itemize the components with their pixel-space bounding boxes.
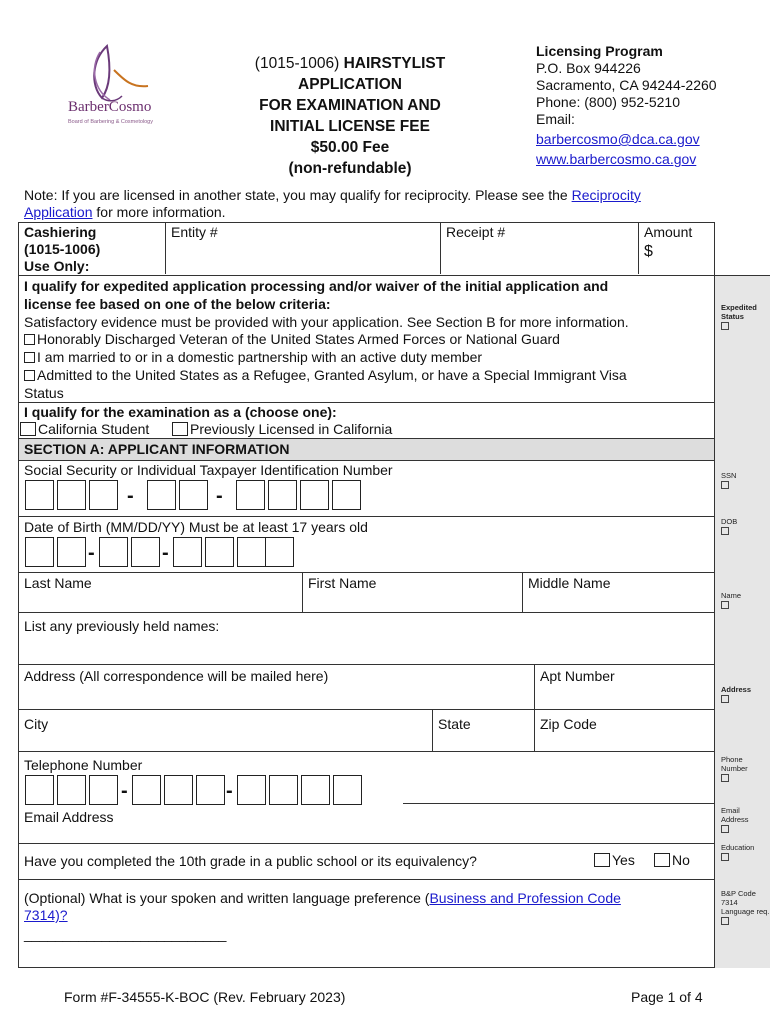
phone-digit[interactable] (132, 775, 161, 805)
sidebar-ssn: SSN (721, 471, 736, 489)
dob-separator: - (162, 542, 169, 564)
note-text: Note: If you are licensed in another state, you may qualify for reciprocity. Please see the (24, 187, 572, 203)
exam-heading: I qualify for the examination as a (choose one): (24, 404, 337, 420)
sidebar-name: Name (721, 591, 741, 609)
ssn-digit[interactable] (300, 480, 329, 510)
last-name-label: Last Name (24, 575, 92, 591)
phone-digit[interactable] (57, 775, 86, 805)
checkbox[interactable] (654, 853, 670, 867)
title-line-2: APPLICATION (298, 76, 402, 93)
title-line-3: FOR EXAMINATION AND (259, 97, 441, 114)
cashier-label-1: Cashiering (24, 224, 97, 240)
entity-label: Entity # (171, 224, 218, 240)
telephone-label: Telephone Number (24, 757, 143, 773)
sidebar-expedited-status: Expedited Status (721, 303, 757, 330)
dob-digit[interactable] (237, 537, 266, 567)
dob-label: Date of Birth (MM/DD/YY) Must be at least 17 years old (24, 519, 368, 535)
zip-code-label: Zip Code (540, 716, 597, 732)
section-a-header (19, 438, 714, 461)
phone-digit[interactable] (269, 775, 298, 805)
phone-separator: - (121, 780, 128, 802)
phone-digit[interactable] (164, 775, 193, 805)
contact-block (536, 43, 717, 168)
checkbox[interactable] (172, 422, 188, 436)
form-left-border (18, 222, 19, 968)
checkbox[interactable] (24, 352, 35, 363)
checkbox-icon[interactable] (721, 481, 729, 489)
address-label: Address (All correspondence will be mailed here) (24, 668, 329, 684)
sidebar-email: Email Address (721, 806, 749, 833)
dob-separator: - (88, 542, 95, 564)
checkbox-icon[interactable] (721, 825, 729, 833)
checkbox-icon[interactable] (721, 774, 729, 782)
reciprocity-link[interactable]: Reciprocity (571, 187, 641, 203)
checkbox-icon[interactable] (721, 527, 729, 535)
checkbox-icon[interactable] (721, 917, 729, 925)
ssn-digit[interactable] (332, 480, 361, 510)
contact-email-label: Email: (536, 111, 575, 127)
contact-city: Sacramento, CA 94244-2260 (536, 77, 717, 93)
section-a-title: SECTION A: APPLICANT INFORMATION (24, 441, 290, 457)
ssn-digit[interactable] (147, 480, 176, 510)
ssn-digit[interactable] (268, 480, 297, 510)
ssn-separator: - (216, 485, 223, 507)
ssn-digit[interactable] (25, 480, 54, 510)
expedite-option-military-spouse[interactable] (24, 349, 482, 366)
contact-heading: Licensing Program (536, 43, 663, 59)
checkbox[interactable] (24, 334, 35, 345)
ssn-digit[interactable] (179, 480, 208, 510)
checkbox-icon[interactable] (721, 601, 729, 609)
state-label: State (438, 716, 471, 732)
sidebar-education: Education (721, 843, 754, 861)
tenth-grade-yes[interactable] (594, 852, 635, 869)
option-label: Admitted to the United States as a Refugee, Granted Asylum, or have a Special Immigrant Visa (37, 367, 627, 383)
previous-names-label: List any previously held names: (24, 618, 220, 634)
ssn-digit[interactable] (57, 480, 86, 510)
expedite-option-refugee[interactable] (24, 367, 627, 384)
option-label: Previously Licensed in California (190, 421, 393, 437)
form-title (230, 53, 470, 179)
exam-option-student[interactable] (20, 421, 149, 438)
amount-label: Amount (644, 224, 693, 240)
reciprocity-application-link[interactable]: Application (24, 204, 93, 220)
logo-text: BarberCosmo (68, 99, 152, 115)
form-title-main: HAIRSTYLIST (343, 55, 446, 72)
checkbox[interactable] (24, 370, 35, 381)
no-label: No (672, 852, 690, 868)
phone-digit[interactable] (89, 775, 118, 805)
ssn-label: Social Security or Individual Taxpayer Identification Number (24, 462, 393, 478)
sidebar-phone: Phone Number (721, 755, 748, 782)
dob-digit[interactable] (99, 537, 128, 567)
language-question-text: (Optional) What is your spoken and written language preference ( (24, 890, 430, 906)
checkbox-icon[interactable] (721, 853, 729, 861)
dob-digit[interactable] (25, 537, 54, 567)
sidebar-dob: DOB (721, 517, 737, 535)
ssn-digit[interactable] (89, 480, 118, 510)
language-question (24, 890, 704, 924)
middle-name-label: Middle Name (528, 575, 611, 591)
yes-label: Yes (612, 852, 635, 868)
language-answer-line[interactable]: __________________________ (24, 926, 227, 942)
page-number: Page 1 of 4 (631, 989, 703, 1005)
form-number: Form #F-34555-K-BOC (Rev. February 2023) (64, 989, 346, 1005)
dob-digit[interactable] (57, 537, 86, 567)
cashier-label-3: Use Only: (24, 258, 90, 274)
checkbox[interactable] (594, 853, 610, 867)
receipt-label: Receipt # (446, 224, 506, 240)
logo-subtext: Board of Barbering & Cosmetology (68, 119, 153, 125)
option-label: Honorably Discharged Veteran of the United States Armed Forces or National Guard (37, 331, 560, 347)
bp-code-link-2[interactable]: 7314)? (24, 907, 68, 923)
cashier-top-line (18, 222, 715, 223)
tenth-grade-no[interactable] (654, 852, 690, 869)
reciprocity-note (24, 187, 714, 221)
ssn-separator: - (127, 485, 134, 507)
dob-digit[interactable] (265, 537, 294, 567)
website-link[interactable]: www.barbercosmo.ca.gov (536, 151, 697, 167)
exam-option-previously-licensed[interactable] (172, 421, 392, 438)
tenth-grade-question: Have you completed the 10th grade in a public school or its equivalency? (24, 853, 477, 869)
phone-digit[interactable] (237, 775, 266, 805)
dob-digit[interactable] (131, 537, 160, 567)
contact-email-link[interactable]: barbercosmo@dca.ca.gov (536, 131, 700, 147)
dob-digit[interactable] (205, 537, 234, 567)
form-bottom-border (18, 967, 715, 968)
amount-currency: $ (644, 243, 653, 260)
phone-separator: - (226, 780, 233, 802)
expedite-heading-1: I qualify for expedited application processing and/or waiver of the initial application and (24, 278, 609, 294)
expedite-option-veteran[interactable] (24, 331, 560, 348)
bp-code-link[interactable]: Business and Profession Code (429, 890, 621, 906)
checkbox-icon[interactable] (721, 695, 729, 703)
fee-amount: $50.00 Fee (310, 139, 390, 156)
option-label: California Student (38, 421, 150, 437)
expedite-heading-2: license fee based on one of the below criteria: (24, 296, 331, 312)
sidebar-strip (715, 276, 770, 968)
phone-digit[interactable] (25, 775, 54, 805)
email-label: Email Address (24, 809, 114, 825)
option-label: I am married to or in a domestic partnership with an active duty member (37, 349, 483, 365)
expedite-evidence: Satisfactory evidence must be provided with your application. See Section B for more information. (24, 314, 629, 330)
dob-digit[interactable] (173, 537, 202, 567)
sidebar-bp-code: B&P Code 7314 Language req. (721, 889, 769, 925)
phone-digit[interactable] (333, 775, 362, 805)
phone-digit[interactable] (196, 775, 225, 805)
checkbox[interactable] (20, 422, 36, 436)
sidebar-address: Address (721, 685, 751, 703)
phone-digit[interactable] (301, 775, 330, 805)
contact-po: P.O. Box 944226 (536, 60, 641, 76)
note-text-2: for more information. (92, 204, 226, 220)
checkbox-icon[interactable] (721, 322, 729, 330)
fee-note: (non-refundable) (288, 160, 412, 177)
contact-phone: Phone: (800) 952-5210 (536, 94, 680, 110)
form-code: (1015-1006) (254, 55, 344, 72)
title-line-4: INITIAL LICENSE FEE (270, 118, 430, 135)
cashier-label-2: (1015-1006) (24, 241, 101, 257)
first-name-label: First Name (308, 575, 377, 591)
ssn-digit[interactable] (236, 480, 265, 510)
apt-number-label: Apt Number (540, 668, 615, 684)
expedite-option-refugee-cont: Status (24, 385, 64, 401)
city-label: City (24, 716, 49, 732)
